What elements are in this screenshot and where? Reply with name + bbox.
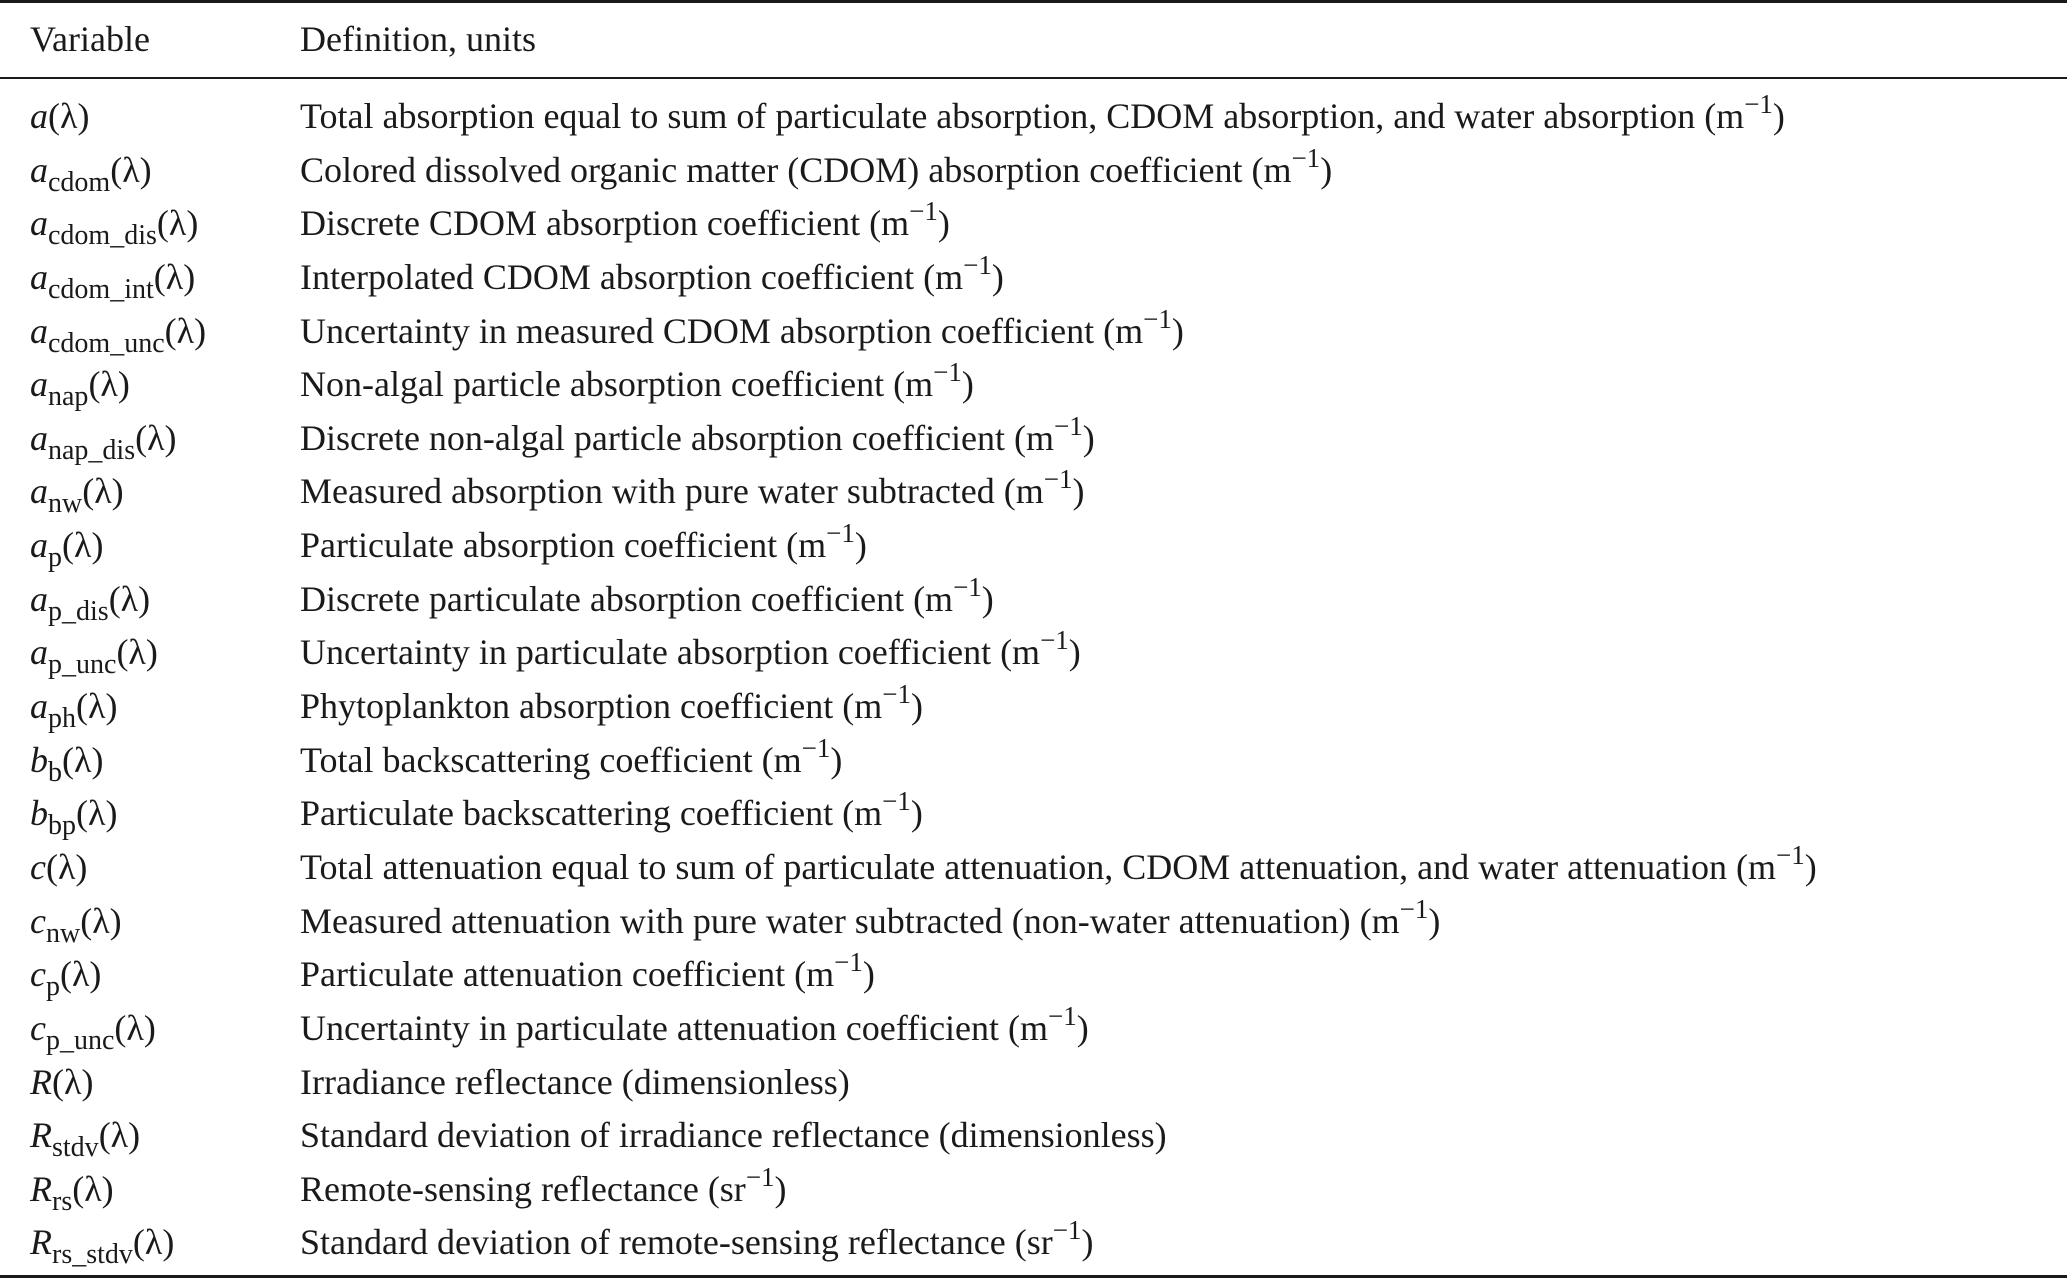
- symbol-letter: R: [30, 1168, 52, 1209]
- symbol-subscript: bp: [48, 810, 76, 842]
- symbol-subscript: p: [48, 542, 62, 574]
- unit-close: ): [981, 578, 994, 619]
- symbol-subscript: cdom_unc: [48, 327, 165, 359]
- table-row: [0, 787, 2067, 841]
- unit-exponent: −1: [963, 249, 992, 280]
- definition-text: Irradiance reflectance (dimensionless): [300, 1061, 850, 1102]
- symbol-argument: (λ): [132, 1222, 175, 1263]
- unit-exponent: −1: [953, 571, 982, 602]
- definition-cell: [300, 90, 1785, 144]
- unit-close: ): [830, 739, 843, 780]
- unit-close: ): [991, 256, 1004, 297]
- definition-text: Total absorption equal to sum of particulate absorption, CDOM absorption, and water absorption (m: [300, 96, 1745, 136]
- definition-cell: [300, 1002, 1089, 1056]
- definition-cell: [300, 465, 1085, 519]
- definition-cell: [300, 1109, 1167, 1163]
- definition-cell: [300, 412, 1095, 466]
- symbol-argument: (λ): [88, 364, 130, 405]
- symbol-letter: a: [30, 686, 48, 727]
- definition-cell: [300, 895, 1440, 949]
- definition-text: Discrete particulate absorption coefficient (m: [300, 578, 954, 619]
- definition-cell: [300, 197, 950, 251]
- symbol-letter: b: [30, 739, 48, 780]
- symbol-letter: c: [30, 846, 46, 887]
- definition-text: Measured absorption with pure water subtracted (m: [300, 471, 1044, 512]
- unit-exponent: −1: [801, 732, 831, 763]
- unit-close: ): [910, 686, 923, 727]
- symbol-argument: (λ): [76, 793, 118, 834]
- variable-symbol: [30, 412, 177, 466]
- symbol-letter: a: [30, 525, 48, 566]
- definition-cell: [300, 251, 1004, 305]
- symbol-letter: a: [30, 364, 48, 405]
- unit-close: ): [1081, 1222, 1094, 1263]
- unit-exponent: −1: [1744, 89, 1773, 119]
- header-variable: Variable: [30, 19, 150, 59]
- symbol-argument: (λ): [76, 686, 118, 727]
- definition-cell: [300, 573, 994, 627]
- unit-exponent: −1: [1776, 839, 1805, 870]
- symbol-letter: a: [30, 578, 48, 619]
- definition-text: Particulate absorption coefficient (m: [300, 525, 827, 566]
- variable-symbol: [30, 1216, 174, 1270]
- unit-exponent: −1: [882, 786, 911, 817]
- definition-text: Uncertainty in particulate absorption coefficient (m: [300, 632, 1041, 673]
- unit-exponent: −1: [933, 357, 962, 388]
- definition-cell: [300, 1056, 850, 1110]
- definition-cell: [300, 626, 1081, 680]
- symbol-argument: (λ): [98, 1115, 141, 1156]
- definition-cell: [300, 680, 923, 734]
- table-row: [0, 680, 2067, 734]
- symbol-argument: (λ): [156, 203, 199, 244]
- symbol-letter: R: [30, 1115, 52, 1156]
- table-row: [0, 734, 2067, 788]
- unit-exponent: −1: [1048, 1000, 1077, 1031]
- symbol-argument: (λ): [164, 310, 207, 351]
- definition-cell: [300, 305, 1184, 359]
- symbol-argument: (λ): [62, 739, 104, 780]
- symbol-letter: a: [30, 632, 48, 673]
- unit-close: ): [774, 1168, 787, 1209]
- table-header-rule: [0, 77, 2067, 79]
- definition-cell: [300, 1163, 787, 1217]
- table-row: [0, 895, 2067, 949]
- variable-symbol: [30, 197, 198, 251]
- symbol-subscript: b: [48, 756, 62, 788]
- definition-cell: [300, 519, 867, 573]
- symbol-letter: a: [30, 310, 48, 351]
- symbol-argument: (λ): [114, 1007, 156, 1048]
- symbol-subscript: nw: [45, 917, 81, 949]
- symbol-subscript: cdom_dis: [48, 220, 157, 252]
- symbol-argument: (λ): [52, 1061, 94, 1102]
- table-row: [0, 573, 2067, 627]
- table-row: [0, 1163, 2067, 1217]
- definition-text: Particulate backscattering coefficient (m: [300, 793, 883, 834]
- symbol-argument: (λ): [108, 578, 151, 619]
- unit-close: ): [1076, 1007, 1089, 1048]
- table-row: [0, 305, 2067, 359]
- symbol-argument: (λ): [110, 149, 152, 190]
- variable-symbol: [30, 1163, 114, 1217]
- unit-exponent: −1: [882, 679, 911, 710]
- unit-exponent: −1: [909, 196, 938, 227]
- variable-symbol: [30, 305, 206, 359]
- definition-text: Non-algal particle absorption coefficient (m: [300, 364, 934, 405]
- table-row: [0, 465, 2067, 519]
- table-row: [0, 197, 2067, 251]
- definition-text: Particulate attenuation coefficient (m: [300, 954, 835, 995]
- definition-text: Total backscattering coefficient (m: [300, 739, 802, 780]
- symbol-letter: a: [30, 471, 48, 512]
- symbol-subscript: nw: [48, 488, 83, 520]
- variable-symbol: [30, 841, 87, 895]
- definition-text: Phytoplankton absorption coefficient (m: [300, 686, 883, 727]
- definition-text: Standard deviation of remote-sensing reflectance (sr: [300, 1222, 1053, 1263]
- table-bottom-rule: [0, 1275, 2067, 1278]
- symbol-argument: (λ): [48, 96, 90, 136]
- symbol-subscript: rs_stdv: [52, 1239, 133, 1271]
- symbol-letter: a: [30, 256, 48, 297]
- symbol-subscript: nap: [48, 381, 89, 413]
- symbol-argument: (λ): [80, 900, 122, 941]
- unit-close: ): [1072, 471, 1085, 512]
- symbol-subscript: p_unc: [45, 1024, 115, 1056]
- unit-exponent: −1: [834, 947, 863, 978]
- variable-symbol: [30, 251, 195, 305]
- variable-symbol: [30, 948, 101, 1002]
- symbol-subscript: nap_dis: [48, 434, 136, 466]
- table-row: [0, 519, 2067, 573]
- variable-symbol: [30, 1002, 156, 1056]
- header-definition: Definition, units: [300, 19, 536, 59]
- definition-text: Interpolated CDOM absorption coefficient (m: [300, 256, 964, 297]
- definition-cell: [300, 841, 1817, 895]
- unit-close: ): [1068, 632, 1081, 673]
- symbol-subscript: cdom: [48, 166, 111, 198]
- symbol-letter: c: [30, 900, 46, 941]
- definition-cell: [300, 144, 1332, 198]
- definition-text: Discrete CDOM absorption coefficient (m: [300, 203, 910, 244]
- symbol-letter: c: [30, 954, 46, 995]
- unit-close: ): [937, 203, 950, 244]
- unit-close: ): [1082, 417, 1095, 458]
- table-row: [0, 948, 2067, 1002]
- table-row: [0, 1056, 2067, 1110]
- table-row: [0, 358, 2067, 412]
- unit-close: ): [1428, 900, 1441, 941]
- unit-exponent: −1: [1143, 303, 1172, 334]
- symbol-argument: (λ): [135, 417, 177, 458]
- definition-text: Discrete non-algal particle absorption coefficient (m: [300, 417, 1055, 458]
- unit-exponent: −1: [1052, 1215, 1082, 1246]
- variable-symbol: [30, 573, 150, 627]
- definition-cell: [300, 787, 923, 841]
- variable-symbol: [30, 90, 89, 144]
- unit-exponent: −1: [1043, 464, 1073, 495]
- definition-text: Uncertainty in measured CDOM absorption coefficient (m: [300, 310, 1144, 351]
- definition-text: Standard deviation of irradiance reflectance (dimensionless): [300, 1115, 1167, 1156]
- table-row: [0, 1216, 2067, 1270]
- unit-exponent: −1: [1040, 625, 1069, 656]
- symbol-argument: (λ): [153, 256, 196, 297]
- unit-exponent: −1: [826, 518, 855, 549]
- symbol-argument: (λ): [72, 1168, 114, 1209]
- definition-text: Total attenuation equal to sum of particulate attenuation, CDOM attenuation, and water attenuation (m: [300, 846, 1777, 887]
- unit-exponent: −1: [745, 1161, 775, 1192]
- symbol-argument: (λ): [59, 954, 102, 995]
- table-row: [0, 251, 2067, 305]
- symbol-subscript: p_unc: [48, 649, 117, 681]
- unit-exponent: −1: [1399, 893, 1429, 924]
- symbol-subscript: p: [45, 971, 60, 1003]
- unit-close: ): [1320, 149, 1333, 190]
- table-row: [0, 412, 2067, 466]
- unit-exponent: −1: [1054, 410, 1083, 441]
- symbol-letter: a: [30, 96, 48, 136]
- symbol-letter: a: [30, 417, 48, 458]
- symbol-argument: (λ): [82, 471, 124, 512]
- variable-symbol: [30, 144, 152, 198]
- unit-close: ): [1804, 846, 1817, 887]
- definition-text: Uncertainty in particulate attenuation coefficient (m: [300, 1007, 1049, 1048]
- variable-symbol: [30, 358, 130, 412]
- table-row: [0, 841, 2067, 895]
- symbol-argument: (λ): [116, 632, 158, 673]
- symbol-subscript: p_dis: [48, 595, 109, 627]
- symbol-argument: (λ): [45, 846, 88, 887]
- definition-cell: [300, 734, 842, 788]
- symbol-letter: c: [30, 1007, 46, 1048]
- unit-close: ): [1772, 96, 1785, 136]
- variable-symbol: [30, 626, 158, 680]
- variable-symbol: [30, 1056, 93, 1110]
- symbol-argument: (λ): [62, 525, 104, 566]
- symbol-letter: R: [30, 1222, 52, 1263]
- unit-close: ): [854, 525, 867, 566]
- definition-text: Colored dissolved organic matter (CDOM) absorption coefficient (m: [300, 149, 1292, 190]
- symbol-subscript: stdv: [52, 1132, 99, 1164]
- definition-text: Remote-sensing reflectance (sr: [300, 1168, 746, 1209]
- definition-text: Measured attenuation with pure water subtracted (non-water attenuation) (m: [300, 900, 1400, 941]
- table-top-rule: [0, 0, 2067, 3]
- unit-close: ): [1171, 310, 1184, 351]
- variable-symbol: [30, 680, 117, 734]
- unit-close: ): [910, 793, 923, 834]
- definition-cell: [300, 1216, 1093, 1270]
- table-body: [0, 90, 2067, 1270]
- definition-cell: [300, 948, 875, 1002]
- unit-close: ): [862, 954, 875, 995]
- symbol-letter: a: [30, 149, 48, 190]
- symbol-subscript: cdom_int: [48, 273, 154, 305]
- symbol-subscript: ph: [48, 703, 76, 735]
- table-row: [0, 626, 2067, 680]
- symbol-letter: b: [30, 793, 48, 834]
- variable-symbol: [30, 787, 117, 841]
- variable-symbol: [30, 1109, 140, 1163]
- variable-symbol: [30, 465, 124, 519]
- table-row: [0, 144, 2067, 198]
- unit-exponent: −1: [1291, 142, 1321, 173]
- table-row: [0, 90, 2067, 144]
- variable-symbol: [30, 734, 103, 788]
- symbol-letter: a: [30, 203, 48, 244]
- table-header: [0, 14, 2067, 64]
- table-row: [0, 1109, 2067, 1163]
- definition-cell: [300, 358, 974, 412]
- variable-symbol: [30, 895, 122, 949]
- unit-close: ): [961, 364, 974, 405]
- table-row: [0, 1002, 2067, 1056]
- variable-symbol: [30, 519, 103, 573]
- symbol-subscript: rs: [52, 1185, 73, 1217]
- symbol-letter: R: [30, 1061, 52, 1102]
